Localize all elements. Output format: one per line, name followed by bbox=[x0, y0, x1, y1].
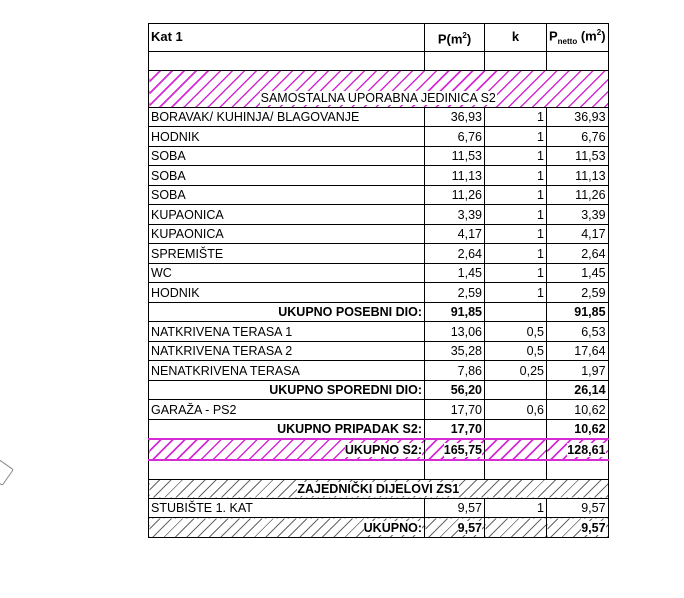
room-area: 2,64 bbox=[425, 244, 485, 264]
room-area: 7,86 bbox=[425, 361, 485, 381]
room-row bbox=[149, 185, 609, 205]
subtotal-net-area: 91,85 bbox=[547, 302, 609, 322]
room-name: GARAŽA - PS2 bbox=[149, 400, 425, 420]
room-net-area: 3,39 bbox=[547, 205, 609, 225]
room-coefficient: 1 bbox=[485, 224, 547, 244]
total-net-area: 128,61 bbox=[547, 439, 609, 460]
room-net-area: 4,17 bbox=[547, 224, 609, 244]
room-area: 11,13 bbox=[425, 166, 485, 186]
room-net-area: 6,53 bbox=[547, 322, 609, 342]
garage-row bbox=[149, 400, 609, 420]
header-area: $P(m^2)$ bbox=[425, 24, 485, 52]
total-net-area: 9,57 bbox=[547, 518, 609, 538]
room-net-area: 11,26 bbox=[547, 185, 609, 205]
room-coefficient: 0,5 bbox=[485, 322, 547, 342]
room-coefficient: 1 bbox=[485, 107, 547, 127]
room-name: NATKRIVENA TERASA 1 bbox=[149, 322, 425, 342]
subtotal-label: UKUPNO PRIPADAK S2: bbox=[149, 419, 425, 439]
total-s2-row bbox=[149, 439, 609, 460]
room-name: NENATKRIVENA TERASA bbox=[149, 361, 425, 381]
blank-row bbox=[149, 460, 609, 480]
room-row bbox=[149, 322, 609, 342]
room-area: 35,28 bbox=[425, 341, 485, 361]
room-area: 17,70 bbox=[425, 400, 485, 420]
room-row bbox=[149, 244, 609, 264]
room-net-area: 17,64 bbox=[547, 341, 609, 361]
room-name: KUPAONICA bbox=[149, 224, 425, 244]
header-floor: Kat 1 bbox=[149, 24, 425, 52]
total-label: UKUPNO: bbox=[149, 518, 425, 538]
room-area: 9,57 bbox=[425, 498, 485, 518]
header-row bbox=[149, 24, 609, 52]
room-row bbox=[149, 283, 609, 303]
room-name: BORAVAK/ KUHINJA/ BLAGOVANJE bbox=[149, 107, 425, 127]
room-net-area: 1,97 bbox=[547, 361, 609, 381]
room-net-area: 11,13 bbox=[547, 166, 609, 186]
room-net-area: 9,57 bbox=[547, 498, 609, 518]
room-row bbox=[149, 205, 609, 225]
room-row bbox=[149, 224, 609, 244]
room-name: HODNIK bbox=[149, 127, 425, 147]
room-area: 3,39 bbox=[425, 205, 485, 225]
room-row bbox=[149, 166, 609, 186]
room-name: KUPAONICA bbox=[149, 205, 425, 225]
room-coefficient: 1 bbox=[485, 283, 547, 303]
header-net-area: $P_{netto}$ $(m^2)$ bbox=[547, 24, 609, 52]
room-area: 36,93 bbox=[425, 107, 485, 127]
room-net-area: 11,53 bbox=[547, 146, 609, 166]
room-row bbox=[149, 127, 609, 147]
room-row bbox=[149, 361, 609, 381]
room-row bbox=[149, 341, 609, 361]
room-name: SPREMIŠTE bbox=[149, 244, 425, 264]
room-coefficient: 1 bbox=[485, 166, 547, 186]
subtotal-main-row bbox=[149, 302, 609, 322]
subtotal-area: 56,20 bbox=[425, 380, 485, 400]
room-net-area: 2,59 bbox=[547, 283, 609, 303]
room-area: 4,17 bbox=[425, 224, 485, 244]
common-row bbox=[149, 498, 609, 518]
total-area: 165,75 bbox=[425, 439, 485, 460]
room-area: 6,76 bbox=[425, 127, 485, 147]
corner-decoration bbox=[0, 458, 14, 486]
room-coefficient: 0,5 bbox=[485, 341, 547, 361]
room-area: 2,59 bbox=[425, 283, 485, 303]
room-name: STUBIŠTE 1. KAT bbox=[149, 498, 425, 518]
subtotal-label: UKUPNO POSEBNI DIO: bbox=[149, 302, 425, 322]
room-net-area: 6,76 bbox=[547, 127, 609, 147]
total-common-row bbox=[149, 518, 609, 538]
room-name: SOBA bbox=[149, 185, 425, 205]
blank-row bbox=[149, 51, 609, 70]
room-coefficient: 1 bbox=[485, 498, 547, 518]
room-coefficient: 1 bbox=[485, 263, 547, 283]
room-net-area: 10,62 bbox=[547, 400, 609, 420]
header-coefficient: k bbox=[485, 24, 547, 52]
subtotal-label: UKUPNO SPOREDNI DIO: bbox=[149, 380, 425, 400]
subtotal-area: 17,70 bbox=[425, 419, 485, 439]
room-row bbox=[149, 107, 609, 127]
room-area: 11,53 bbox=[425, 146, 485, 166]
area-table bbox=[148, 23, 609, 538]
room-net-area: 1,45 bbox=[547, 263, 609, 283]
subtotal-garage-row bbox=[149, 419, 609, 439]
section-title-row bbox=[149, 70, 609, 107]
room-coefficient: 1 bbox=[485, 146, 547, 166]
room-name: NATKRIVENA TERASA 2 bbox=[149, 341, 425, 361]
subtotal-net-area: 26,14 bbox=[547, 380, 609, 400]
room-coefficient: 1 bbox=[485, 205, 547, 225]
section-title-common: ZAJEDNIČKI DIJELOVI ZS1 bbox=[149, 479, 609, 498]
room-name: HODNIK bbox=[149, 283, 425, 303]
section-title-s2: SAMOSTALNA UPORABNA JEDINICA S2 bbox=[149, 70, 609, 107]
subtotal-net-area: 10,62 bbox=[547, 419, 609, 439]
room-row bbox=[149, 263, 609, 283]
total-label: UKUPNO S2: bbox=[149, 439, 425, 460]
room-area: 1,45 bbox=[425, 263, 485, 283]
room-name: SOBA bbox=[149, 146, 425, 166]
subtotal-area: 91,85 bbox=[425, 302, 485, 322]
total-area: 9,57 bbox=[425, 518, 485, 538]
room-coefficient: 1 bbox=[485, 244, 547, 264]
subtotal-side-row bbox=[149, 380, 609, 400]
room-coefficient: 0,25 bbox=[485, 361, 547, 381]
section-title-row bbox=[149, 479, 609, 498]
room-area: 13,06 bbox=[425, 322, 485, 342]
room-net-area: 36,93 bbox=[547, 107, 609, 127]
room-coefficient: 1 bbox=[485, 185, 547, 205]
room-row bbox=[149, 146, 609, 166]
room-coefficient: 1 bbox=[485, 127, 547, 147]
room-area: 11,26 bbox=[425, 185, 485, 205]
room-name: WC bbox=[149, 263, 425, 283]
room-net-area: 2,64 bbox=[547, 244, 609, 264]
room-coefficient: 0,6 bbox=[485, 400, 547, 420]
room-name: SOBA bbox=[149, 166, 425, 186]
